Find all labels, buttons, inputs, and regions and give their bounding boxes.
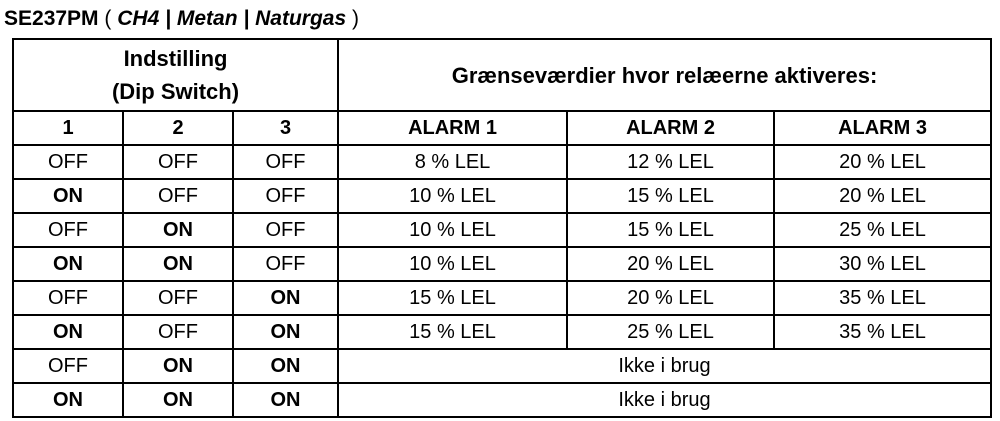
switch-state-cell: ON — [13, 179, 123, 213]
not-in-use-cell: Ikke i brug — [338, 349, 991, 383]
alarm-threshold-cell: 12 % LEL — [567, 145, 774, 179]
dip-switch-table — [12, 38, 992, 418]
table-row — [13, 213, 991, 247]
table-row — [13, 315, 991, 349]
alarm-threshold-cell: 15 % LEL — [567, 213, 774, 247]
switch-state-cell: OFF — [13, 349, 123, 383]
setting-header-line2: (Dip Switch) — [111, 79, 240, 104]
table-row — [13, 383, 991, 417]
separator: | — [243, 7, 250, 30]
alarm-threshold-cell: 20 % LEL — [774, 179, 991, 213]
table-row — [13, 247, 991, 281]
not-in-use-cell: Ikke i brug — [338, 383, 991, 417]
switch-state-cell: ON — [123, 349, 233, 383]
alarm-threshold-cell: 25 % LEL — [774, 213, 991, 247]
alarm-threshold-cell: 10 % LEL — [338, 247, 567, 281]
setting-header-line1: Indstilling — [123, 46, 228, 71]
alarm-threshold-cell: 25 % LEL — [567, 315, 774, 349]
switch-state-cell: ON — [233, 349, 338, 383]
limits-header: Grænseværdier hvor relæerne aktiveres: — [338, 39, 991, 111]
gas-ch4: CH4 — [117, 7, 160, 30]
switch-state-cell: ON — [13, 315, 123, 349]
alarm-threshold-cell: 30 % LEL — [774, 247, 991, 281]
switch-state-cell: ON — [13, 383, 123, 417]
switch-state-cell: OFF — [13, 213, 123, 247]
subheader-row — [13, 111, 991, 145]
switch-state-cell: ON — [233, 315, 338, 349]
switch-state-cell: OFF — [123, 281, 233, 315]
alarm-threshold-cell: 20 % LEL — [567, 247, 774, 281]
alarm-header: ALARM 3 — [774, 111, 991, 145]
page-title — [4, 4, 359, 34]
alarm-threshold-cell: 10 % LEL — [338, 213, 567, 247]
switch-state-cell: OFF — [123, 179, 233, 213]
model-name: SE237PM — [4, 7, 99, 30]
gas-naturgas: Naturgas — [255, 7, 347, 30]
switch-state-cell: OFF — [123, 145, 233, 179]
switch-state-cell: OFF — [233, 213, 338, 247]
alarm-threshold-cell: 10 % LEL — [338, 179, 567, 213]
switch-state-cell: OFF — [233, 145, 338, 179]
alarm-threshold-cell: 15 % LEL — [338, 281, 567, 315]
switch-header: 1 — [13, 111, 123, 145]
table-row — [13, 281, 991, 315]
switch-state-cell: OFF — [233, 247, 338, 281]
switch-state-cell: ON — [13, 247, 123, 281]
alarm-threshold-cell: 20 % LEL — [774, 145, 991, 179]
switch-state-cell: ON — [123, 213, 233, 247]
table-row — [13, 145, 991, 179]
alarm-threshold-cell: 15 % LEL — [338, 315, 567, 349]
switch-state-cell: OFF — [233, 179, 338, 213]
switch-header: 2 — [123, 111, 233, 145]
table-row — [13, 179, 991, 213]
open-paren: ( — [104, 7, 112, 30]
alarm-threshold-cell: 8 % LEL — [338, 145, 567, 179]
switch-state-cell: OFF — [123, 315, 233, 349]
alarm-threshold-cell: 35 % LEL — [774, 281, 991, 315]
alarm-threshold-cell: 35 % LEL — [774, 315, 991, 349]
setting-header — [13, 39, 338, 111]
alarm-threshold-cell: 20 % LEL — [567, 281, 774, 315]
switch-state-cell: ON — [233, 281, 338, 315]
separator: | — [165, 7, 171, 30]
gas-metan: Metan — [176, 7, 238, 30]
switch-state-cell: ON — [123, 247, 233, 281]
alarm-header: ALARM 1 — [338, 111, 567, 145]
switch-state-cell: ON — [233, 383, 338, 417]
alarm-header: ALARM 2 — [567, 111, 774, 145]
switch-state-cell: OFF — [13, 145, 123, 179]
header-row — [13, 39, 991, 111]
close-paren: ) — [351, 7, 359, 30]
switch-state-cell: ON — [123, 383, 233, 417]
switch-state-cell: OFF — [13, 281, 123, 315]
switch-header: 3 — [233, 111, 338, 145]
table-row — [13, 349, 991, 383]
alarm-threshold-cell: 15 % LEL — [567, 179, 774, 213]
